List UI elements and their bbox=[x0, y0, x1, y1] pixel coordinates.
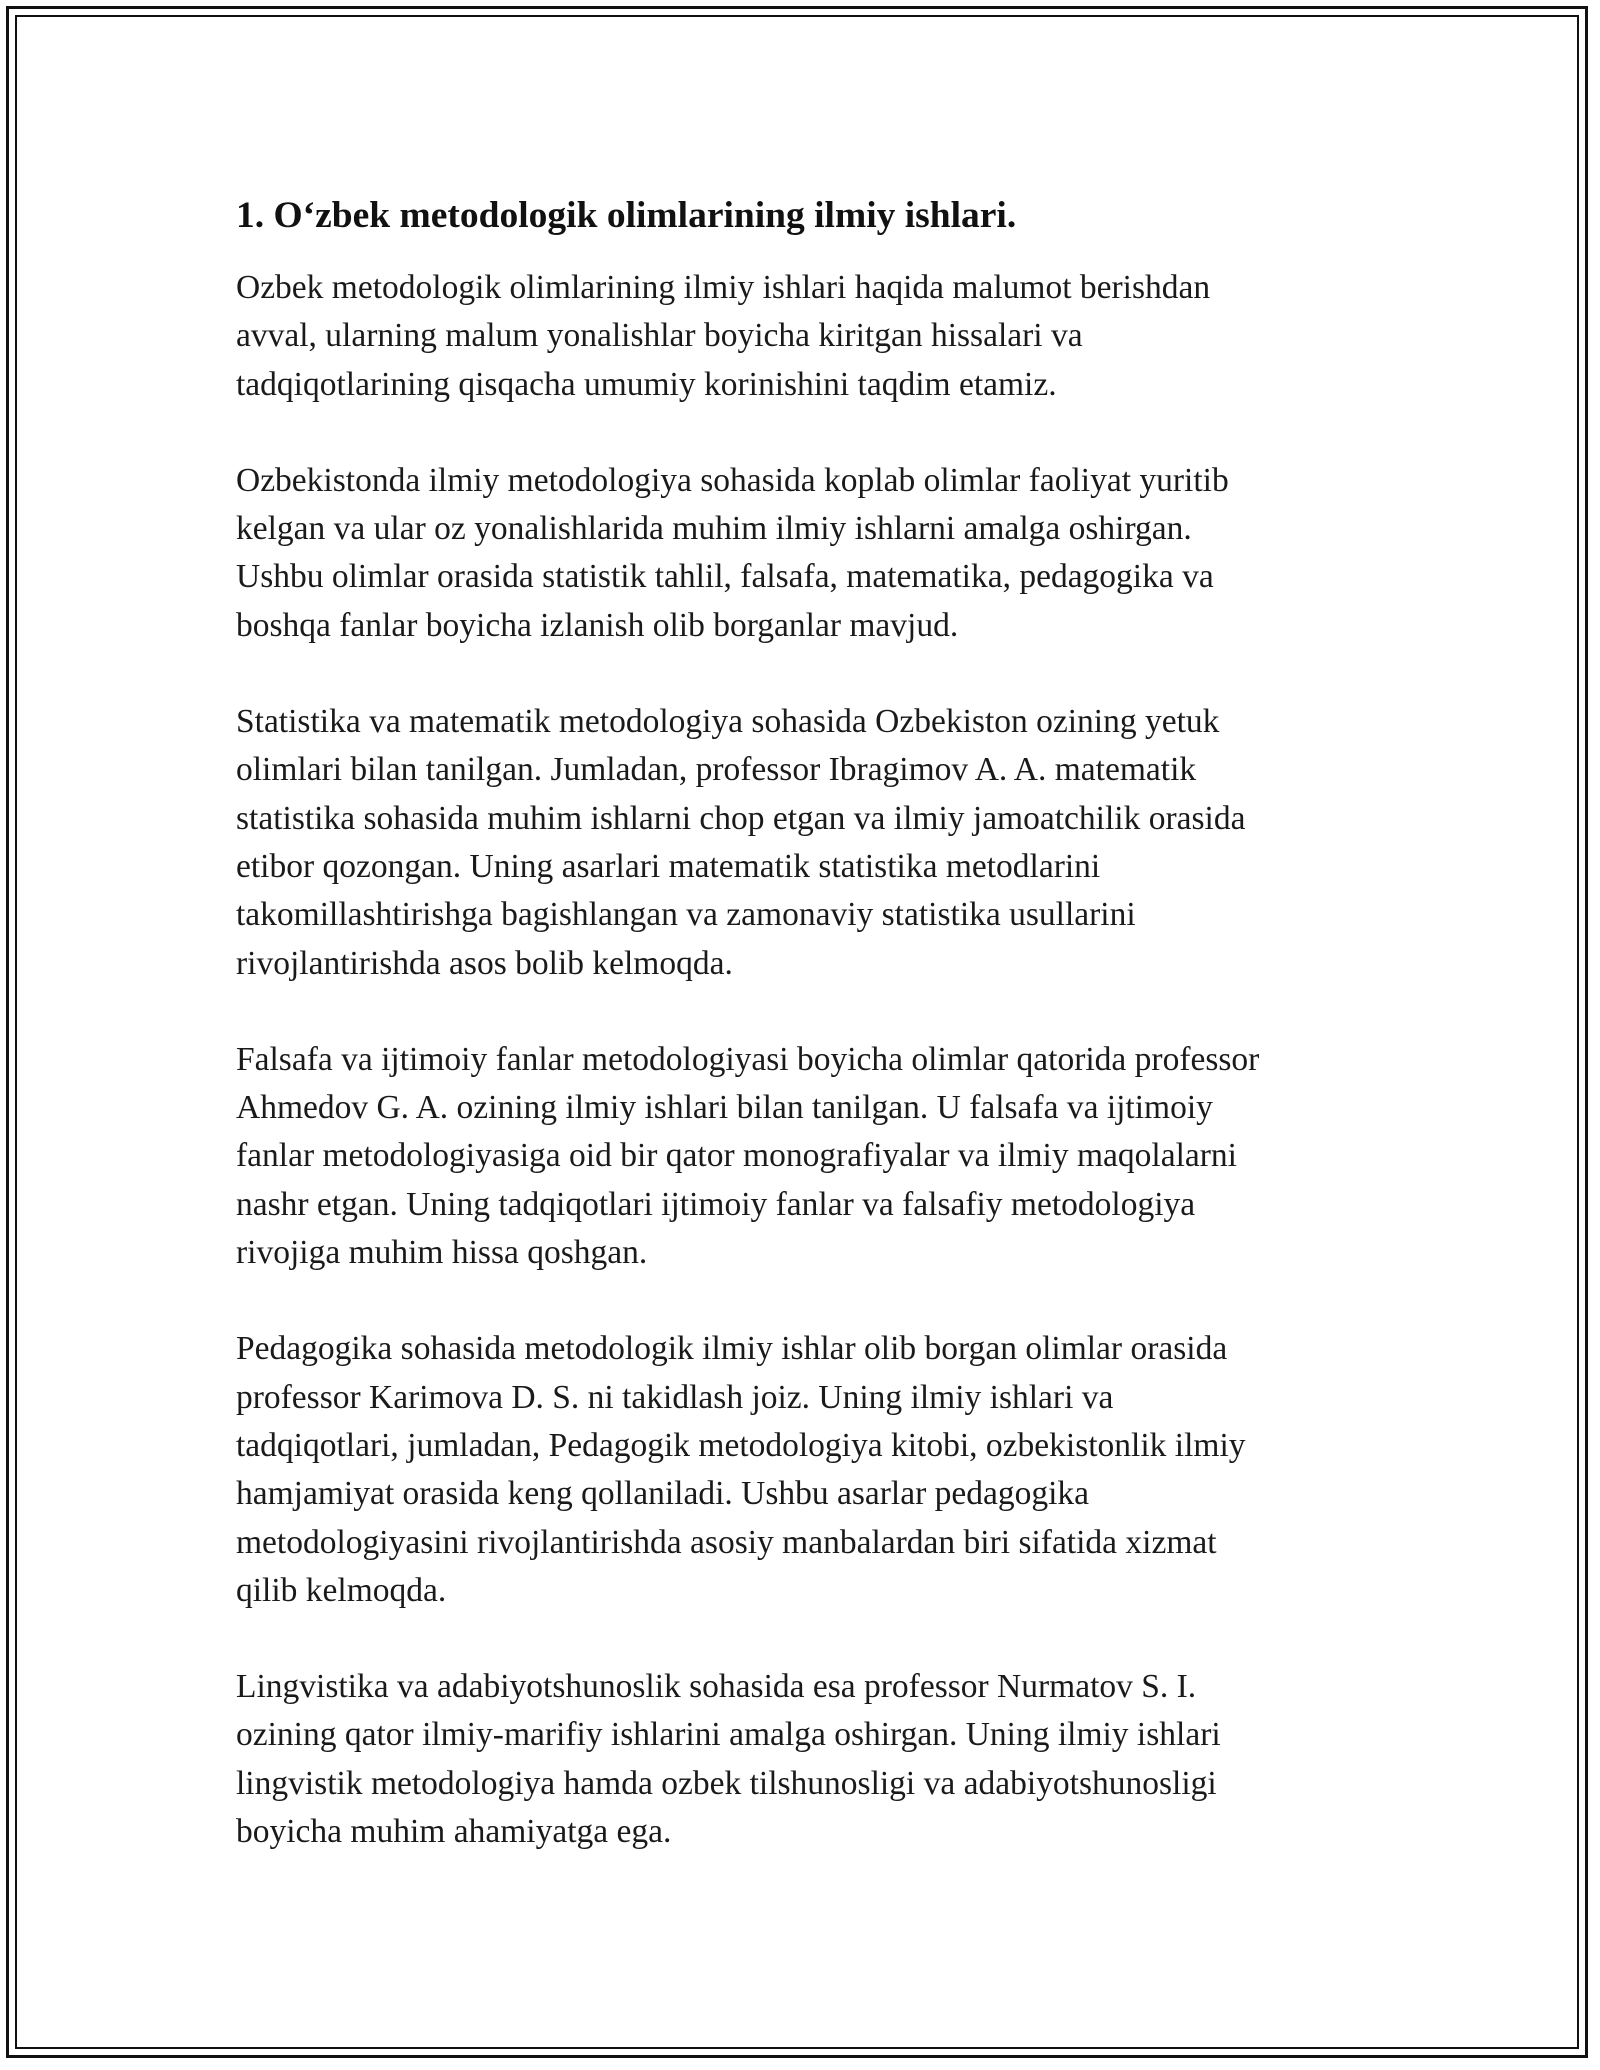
paragraph-intro bbox=[236, 264, 1376, 409]
paragraph-line: Lingvistika va adabiyotshunoslik sohasida esa professor Nurmatov S. I. bbox=[236, 1668, 1197, 1706]
paragraph-line: nashr etgan. Uning tadqiqotlari ijtimoiy fanlar va falsafiy metodologiya bbox=[236, 1185, 1196, 1223]
paragraph-statistics bbox=[236, 698, 1376, 988]
paragraph-line: Statistika va matematik metodologiya sohasida Ozbekiston ozining yetuk bbox=[236, 703, 1220, 741]
paragraph-line: Ushbu olimlar orasida statistik tahlil, falsafa, matematika, pedagogika va bbox=[236, 558, 1214, 596]
paragraph-line: boyicha muhim ahamiyatga ega. bbox=[236, 1813, 672, 1851]
paragraph-line: Ozbek metodologik olimlarining ilmiy ishlari haqida malumot berishdan bbox=[236, 269, 1211, 306]
document-body bbox=[236, 188, 1376, 1904]
paragraph-line: Ahmedov G. A. ozining ilmiy ishlari bilan tanilgan. U falsafa va ijtimoiy bbox=[236, 1089, 1213, 1127]
paragraph-line: qilib kelmoqda. bbox=[236, 1571, 447, 1609]
paragraph-line: rivojlantirishda asos bolib kelmoqda. bbox=[236, 944, 733, 982]
paragraph-line: lingvistik metodologiya hamda ozbek tilshunosligi va adabiyotshunosligi bbox=[236, 1764, 1217, 1802]
paragraph-line: Falsafa va ijtimoiy fanlar metodologiyasi boyicha olimlar qatorida professor bbox=[236, 1040, 1260, 1078]
paragraph-line: ozining qator ilmiy-marifiy ishlarini amalga oshirgan. Uning ilmiy ishlari bbox=[236, 1716, 1221, 1754]
paragraph-line: kelgan va ular oz yonalishlarida muhim ilmiy ishlarni amalga oshirgan. bbox=[236, 510, 1192, 548]
paragraph-line: rivojiga muhim hissa qoshgan. bbox=[236, 1234, 648, 1272]
paragraph-line: tadqiqotlari, jumladan, Pedagogik metodologiya kitobi, ozbekistonlik ilmiy bbox=[236, 1426, 1246, 1464]
paragraph-line: Pedagogika sohasida metodologik ilmiy ishlar olib borgan olimlar orasida bbox=[236, 1330, 1228, 1368]
paragraph-philosophy bbox=[236, 1036, 1376, 1277]
paragraph-line: boshqa fanlar boyicha izlanish olib borganlar mavjud. bbox=[236, 606, 959, 644]
paragraph-line: etibor qozongan. Uning asarlari matematik statistika metodlarini bbox=[236, 847, 1101, 885]
paragraph-line: tadqiqotlarining qisqacha umumiy korinishini taqdim etamiz. bbox=[236, 365, 1057, 403]
section-heading: 1. O‘zbek metodologik olimlarining ilmiy ishlari. bbox=[236, 195, 1017, 236]
paragraph-line: Ozbekistonda ilmiy metodologiya sohasida koplab olimlar faoliyat yuritib bbox=[236, 461, 1229, 499]
paragraph-overview bbox=[236, 457, 1376, 650]
paragraph-line: takomillashtirishga bagishlangan va zamonaviy statistika usullarini bbox=[236, 896, 1136, 934]
paragraph-line: fanlar metodologiyasiga oid bir qator monografiyalar va ilmiy maqolalarni bbox=[236, 1137, 1237, 1175]
paragraph-line: avval, ularning malum yonalishlar boyicha kiritgan hissalari va bbox=[236, 317, 1083, 355]
paragraph-pedagogy bbox=[236, 1325, 1376, 1615]
paragraph-line: hamjamiyat orasida keng qollaniladi. Ushbu asarlar pedagogika bbox=[236, 1475, 1090, 1513]
paragraph-linguistics bbox=[236, 1663, 1376, 1856]
paragraph-line: professor Karimova D. S. ni takidlash joiz. Uning ilmiy ishlari va bbox=[236, 1378, 1114, 1416]
paragraph-line: statistika sohasida muhim ishlarni chop etgan va ilmiy jamoatchilik orasida bbox=[236, 799, 1246, 837]
paragraph-line: olimlari bilan tanilgan. Jumladan, professor Ibragimov A. A. matematik bbox=[236, 751, 1197, 789]
paragraph-line: metodologiyasini rivojlantirishda asosiy manbalardan biri sifatida xizmat bbox=[236, 1523, 1217, 1561]
